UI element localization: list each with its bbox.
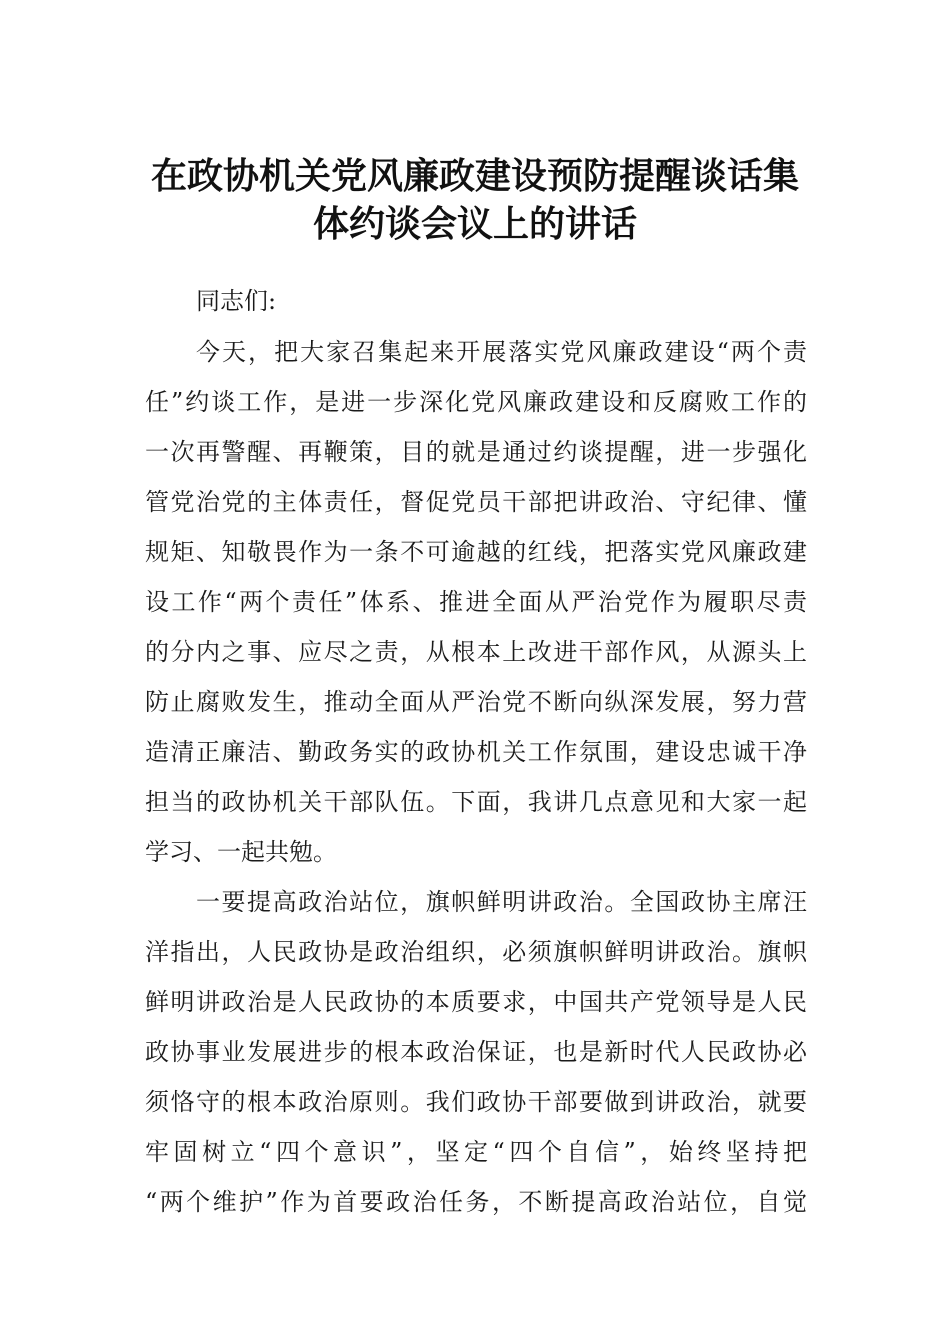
paragraph-2-line: 须恪守的根本政治原则。我们政协干部要做到讲政治，就要 xyxy=(145,1088,807,1116)
document-title-line-2: 体约谈会议上的讲话 xyxy=(312,203,637,245)
paragraph-2-line: 一要提高政治站位，旗帜鲜明讲政治。全国政协主席汪 xyxy=(196,888,807,916)
paragraph-1-line: 防止腐败发生，推动全面从严治党不断向纵深发展，努力营 xyxy=(145,688,807,716)
paragraph-2-line: “两个维护”作为首要政治任务，不断提高政治站位，自觉 xyxy=(145,1188,807,1216)
paragraph-1-line: 的分内之事、应尽之责，从根本上改进干部作风，从源头上 xyxy=(145,638,807,666)
paragraph-1-line: 一次再警醒、再鞭策，目的就是通过约谈提醒，进一步强化 xyxy=(145,438,807,466)
paragraph-1-line: 担当的政协机关干部队伍。下面，我讲几点意见和大家一起 xyxy=(145,788,807,816)
paragraph-1-line: 管党治党的主体责任，督促党员干部把讲政治、守纪律、懂 xyxy=(145,488,807,516)
paragraph-2-line: 牢固树立“四个意识”，坚定“四个自信”，始终坚持把 xyxy=(145,1138,807,1166)
paragraph-2-line: 鲜明讲政治是人民政协的本质要求，中国共产党领导是人民 xyxy=(145,988,807,1016)
paragraph-1-line: 规矩、知敬畏作为一条不可逾越的红线，把落实党风廉政建 xyxy=(145,538,807,566)
paragraph-1-line: 任”约谈工作，是进一步深化党风廉政建设和反腐败工作的 xyxy=(145,388,807,416)
paragraph-1-line: 造清正廉洁、勤政务实的政协机关工作氛围，建设忠诚干净 xyxy=(145,738,807,766)
paragraph-1-line: 学习、一起共勉。 xyxy=(145,838,337,866)
paragraph-1-line: 设工作“两个责任”体系、推进全面从严治党作为履职尽责 xyxy=(145,588,807,616)
paragraph-2-line: 政协事业发展进步的根本政治保证，也是新时代人民政协必 xyxy=(145,1038,807,1066)
document-title-line-1: 在政协机关党风廉政建设预防提醒谈话集 xyxy=(150,155,799,197)
salutation: 同志们: xyxy=(196,287,277,315)
paragraph-1-line: 今天，把大家召集起来开展落实党风廉政建设“两个责 xyxy=(196,338,807,366)
paragraph-2-line: 洋指出，人民政协是政治组织，必须旗帜鲜明讲政治。旗帜 xyxy=(145,938,807,966)
